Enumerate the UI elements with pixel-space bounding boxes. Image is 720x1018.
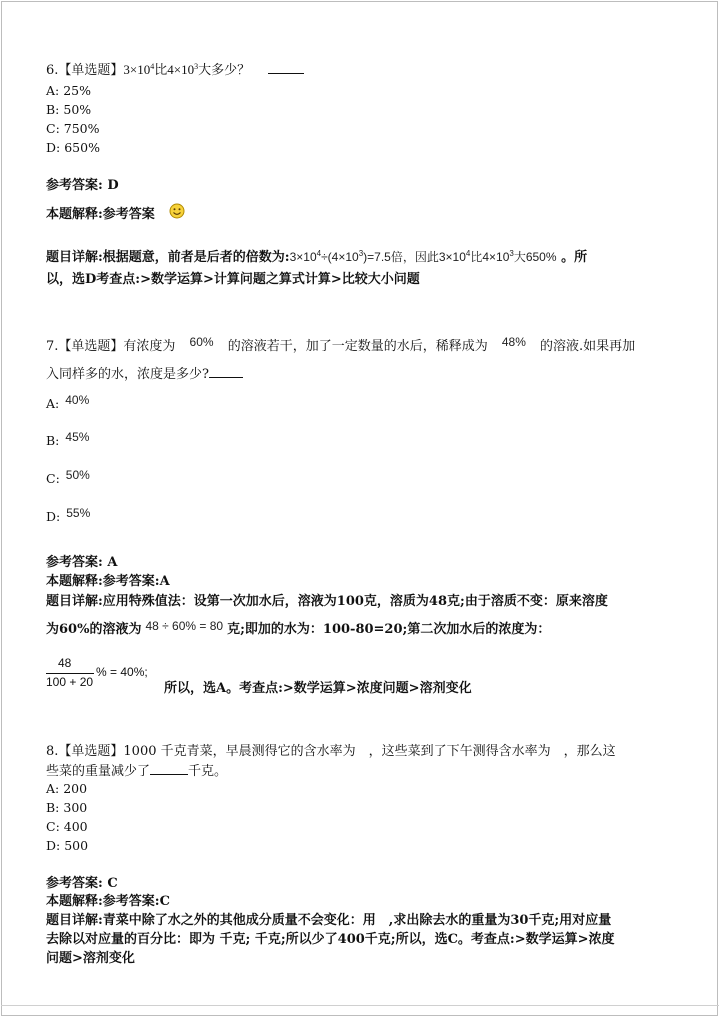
q7-title-line1: 7.【单选题】有浓度为 60% 的溶液若干，加了一定数量的水后，稀释成为 48% 的溶液.如果再加 — [46, 335, 636, 354]
answer-blank — [150, 762, 188, 775]
q7-answer: 参考答案: A — [46, 555, 118, 570]
q7-pct-48: 48% — [501, 335, 526, 349]
q8-title-line2: 些菜的重量减少了 千克。 — [46, 764, 228, 779]
q7-option-c: C: 50% — [46, 468, 90, 486]
q7-explain: 本题解释:参考答案:A — [46, 574, 170, 589]
page-border — [1, 1, 718, 1016]
q7-detail-line3: 所以，选A。考查点:>数学运算>浓度问题>溶剂变化 — [164, 681, 472, 696]
q6-detail-line1: 题目详解:根据题意，前者是后者的倍数为$:3\times 10^4\div(4\times 10^3)=7.5$倍，因此$3\times 10^4$比$4\times 10^3$大650% 。所 — [46, 249, 588, 265]
q7-option-d: D: 55% — [46, 506, 91, 524]
q8-option-c: C: 400 — [46, 819, 88, 834]
q8-answer: 参考答案: C — [46, 876, 118, 891]
q8-option-d: D: 500 — [46, 838, 89, 853]
page-divider — [1, 1005, 719, 1006]
q7-fraction: 48 100 + 20 % = 40%; — [46, 656, 148, 689]
q6-detail-formula: $3\times 10^4\div(4\times 10^3)=7.5$倍，因此$3\times 10^4$比$4\times 10^3$大650% — [289, 249, 557, 264]
q7-detail-line1: 题目详解:应用特殊值法：设第一次加水后，溶液为100克，溶质为48克;由于溶质不变：原来溶度 — [46, 594, 608, 609]
q8-option-a: A: 200 — [46, 781, 88, 796]
q6-option-b: B: 50% — [46, 102, 92, 117]
q6-detail-line2: 以，选D考查点:>数学运算>计算问题之算式计算>比较大小问题 — [46, 272, 420, 287]
q8-title-line1: 8.【单选题】1000 千克青菜，早晨测得它的含水率为 ，这些菜到了下午测得含水率为 ，那么这 — [46, 744, 616, 759]
q6-title — [46, 57, 304, 80]
q6-explain: 本题解释:参考答案 — [46, 207, 155, 222]
q7-title-line2: 入同样多的水，浓度是多少? — [46, 365, 243, 384]
q7-detail-formula: 48 ÷ 60% = 80 — [145, 619, 224, 633]
q8-option-b: B: 300 — [46, 800, 88, 815]
answer-blank — [268, 61, 304, 74]
q6-answer: 参考答案: D — [46, 178, 119, 193]
q6-option-c: C: 750% — [46, 121, 100, 136]
q6-prefix: 6.【单选题】 — [46, 63, 124, 78]
smiley-icon — [169, 203, 185, 219]
answer-blank — [209, 365, 243, 378]
q6-option-a: A: 25% — [46, 83, 91, 98]
q7-option-a: A: 40% — [46, 393, 90, 411]
q7-detail-line2: 为60%的溶液为 48 ÷ 60% = 80 克;即加的水为：100-80=20;第二次加水后的浓度为： — [46, 619, 551, 637]
q6-expr: $3\times 10^4$比$4\times 10^3$大多少？ — [123, 62, 251, 77]
q7-option-b: B: 45% — [46, 430, 90, 448]
q8-detail-line3: 问题>溶剂变化 — [46, 951, 135, 966]
q6-option-d: D: 650% — [46, 140, 100, 155]
q8-detail-line1: 题目详解:青菜中除了水之外的其他成分质量不会变化：用 ,求出除去水的重量为30千克;用对应量 — [46, 913, 612, 928]
q8-detail-line2: 去除以对应量的百分比：即为 千克; 千克;所以少了400千克;所以，选C。考查点:>数学运算>浓度 — [46, 932, 615, 947]
q8-explain: 本题解释:参考答案:C — [46, 894, 170, 909]
q7-pct-60: 60% — [189, 335, 214, 349]
